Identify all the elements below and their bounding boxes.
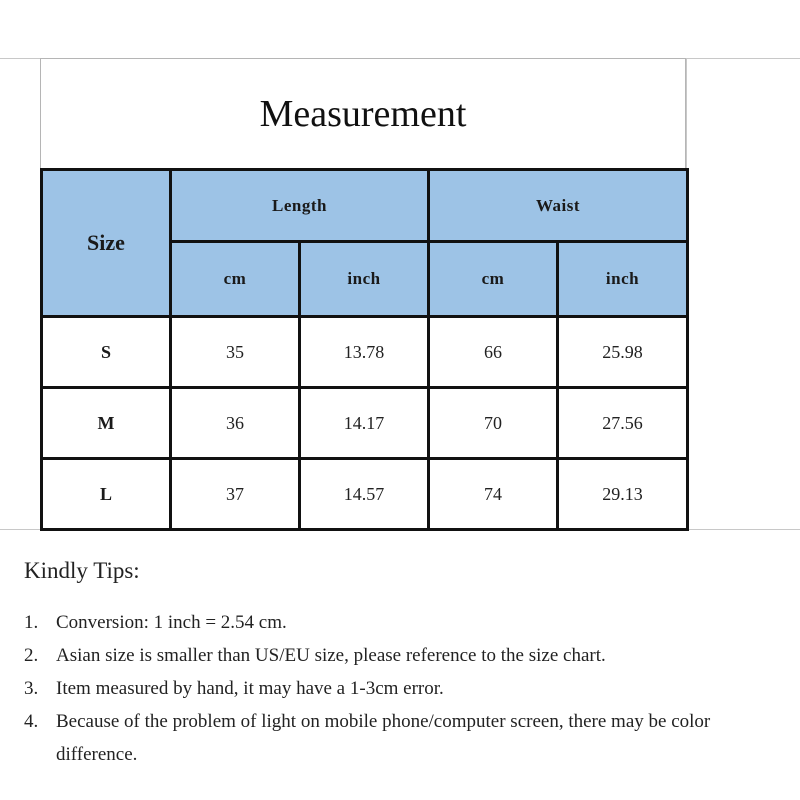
table-row — [42, 459, 688, 530]
value-cell: 27.56 — [558, 388, 688, 459]
tips-title: Kindly Tips: — [24, 558, 140, 583]
value-cell: 37 — [171, 459, 300, 530]
value-cell: 14.57 — [300, 459, 429, 530]
tip-text: Item measured by hand, it may have a 1-3cm error. — [56, 678, 444, 699]
tip-number: 3. — [24, 678, 39, 699]
tip-item — [24, 705, 784, 771]
unit-header: cm — [429, 242, 558, 317]
size-header: Size — [42, 170, 171, 317]
header-row-groups — [42, 170, 688, 242]
tip-item — [24, 639, 784, 672]
tip-number: 4. — [24, 711, 39, 732]
tip-text: Asian size is smaller than US/EU size, please reference to the size chart. — [56, 645, 606, 666]
value-cell: 35 — [171, 317, 300, 388]
table-row — [42, 388, 688, 459]
tip-text: Because of the problem of light on mobile phone/computer screen, there may be color difference. — [56, 711, 711, 765]
size-cell: M — [42, 388, 171, 459]
value-cell: 25.98 — [558, 317, 688, 388]
unit-header: inch — [558, 242, 688, 317]
tip-item — [24, 672, 784, 705]
value-cell: 13.78 — [300, 317, 429, 388]
waist-header: Waist — [429, 170, 688, 242]
value-cell: 70 — [429, 388, 558, 459]
tips-list — [24, 606, 784, 771]
page-title: Measurement — [259, 92, 467, 135]
length-header: Length — [171, 170, 429, 242]
tip-number: 1. — [24, 612, 39, 633]
size-cell: L — [42, 459, 171, 530]
tip-item — [24, 606, 784, 639]
title-box — [40, 58, 686, 168]
size-chart-table — [40, 168, 689, 531]
value-cell: 66 — [429, 317, 558, 388]
size-cell: S — [42, 317, 171, 388]
value-cell: 29.13 — [558, 459, 688, 530]
value-cell: 36 — [171, 388, 300, 459]
tip-text: Conversion: 1 inch = 2.54 cm. — [56, 612, 287, 633]
unit-header: inch — [300, 242, 429, 317]
value-cell: 14.17 — [300, 388, 429, 459]
tip-number: 2. — [24, 645, 39, 666]
table-row — [42, 317, 688, 388]
value-cell: 74 — [429, 459, 558, 530]
unit-header: cm — [171, 242, 300, 317]
